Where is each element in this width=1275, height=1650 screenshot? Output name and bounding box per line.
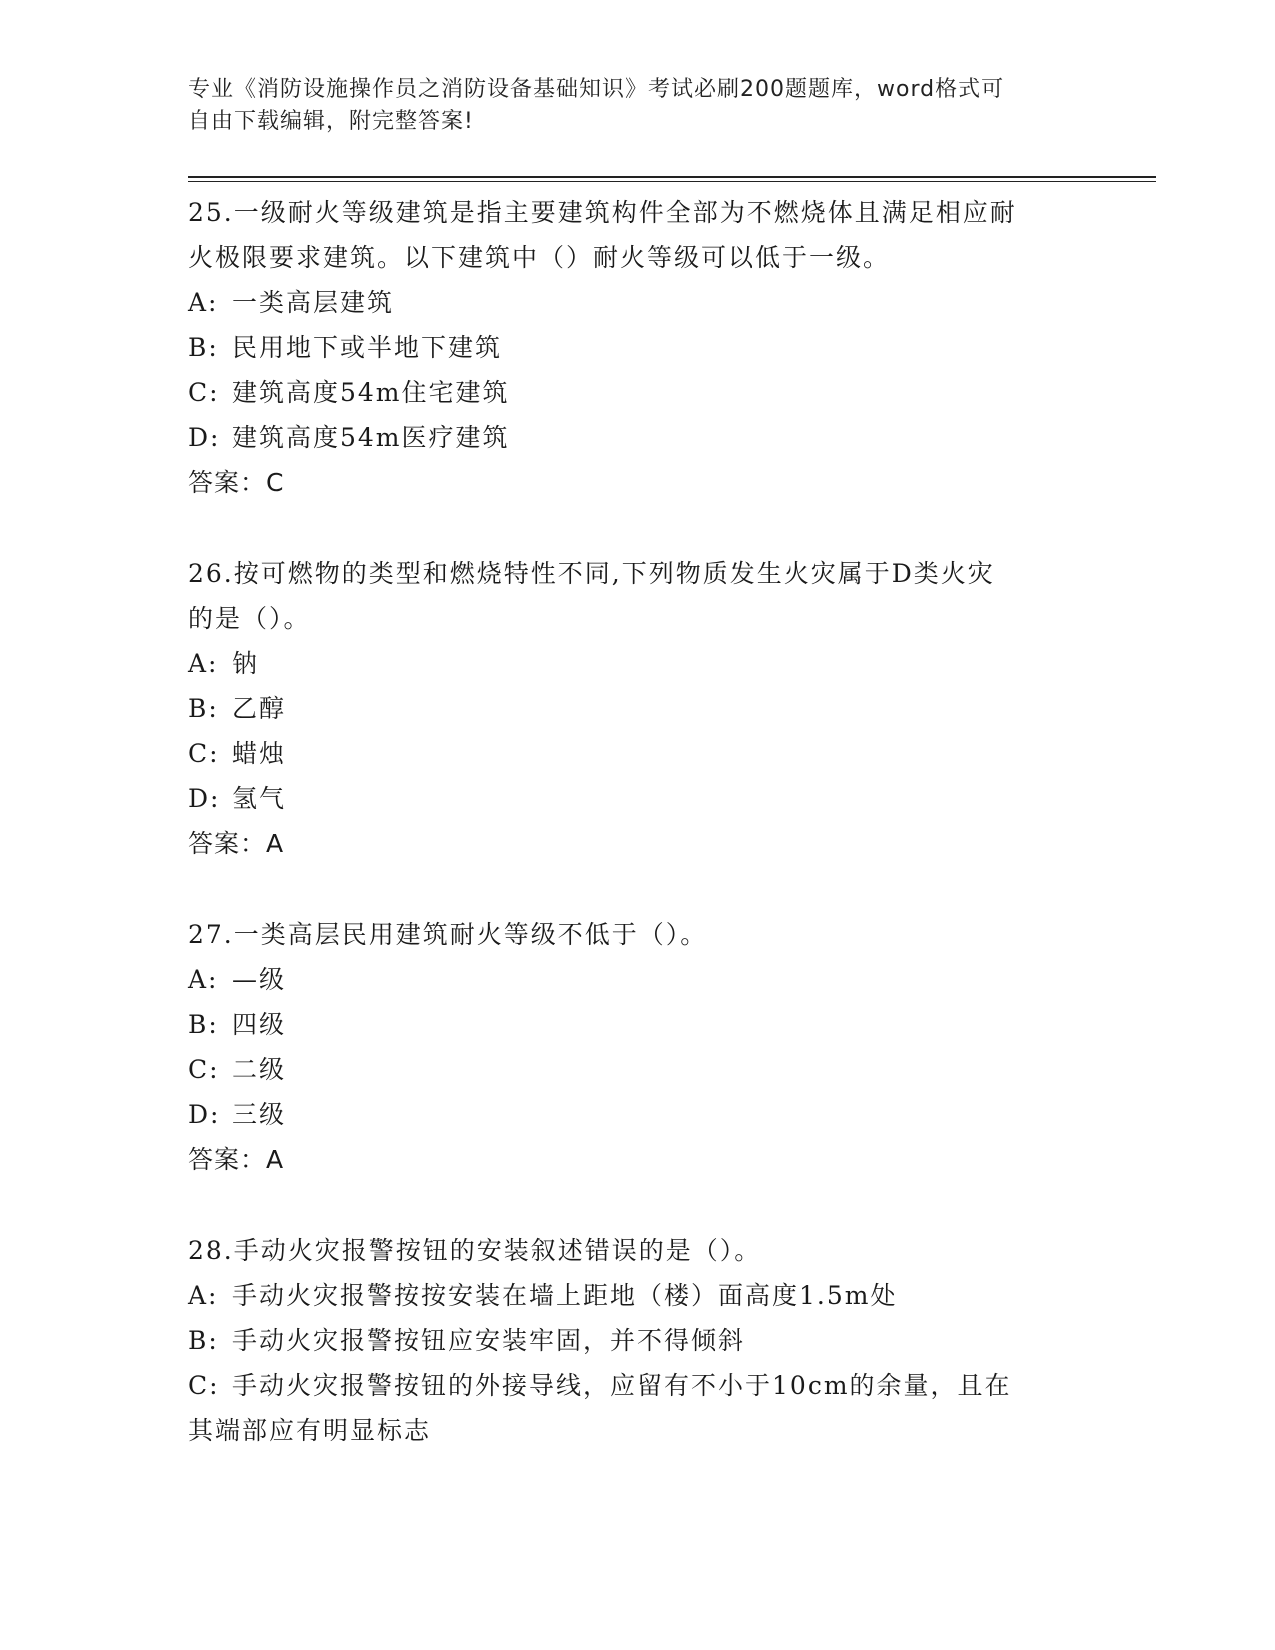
option-text: 氢气	[232, 784, 287, 813]
question-list	[188, 190, 1088, 1499]
question-26	[188, 551, 1088, 866]
question-stem-line: 26.按可燃物的类型和燃烧特性不同,下列物质发生火灾属于D类火灾	[188, 559, 995, 588]
option-c	[188, 731, 1088, 776]
answer-line: 答案：C	[188, 468, 285, 497]
option-key: C:	[188, 1055, 220, 1084]
option-text: 乙醇	[232, 694, 287, 723]
option-b	[188, 1002, 1088, 1047]
option-key: D:	[188, 784, 221, 813]
option-b	[188, 686, 1088, 731]
option-key: A:	[188, 649, 219, 678]
option-a	[188, 280, 1088, 325]
option-a	[188, 1273, 1088, 1318]
question-stem-line: 27.一类高层民用建筑耐火等级不低于（）。	[188, 920, 708, 949]
option-c	[188, 370, 1088, 415]
answer-line: 答案：A	[188, 829, 285, 858]
document-header	[188, 74, 1068, 138]
option-b	[188, 325, 1088, 370]
answer-line: 答案：A	[188, 1145, 285, 1174]
header-divider-thick	[188, 176, 1156, 178]
question-28	[188, 1228, 1088, 1453]
option-d	[188, 776, 1088, 821]
option-text: —级	[232, 965, 287, 994]
header-line-2: 自由下载编辑，附完整答案!	[188, 109, 474, 134]
option-text: 三级	[232, 1100, 287, 1129]
option-key: D:	[188, 1100, 221, 1129]
option-key: B:	[188, 1010, 219, 1039]
option-d	[188, 1092, 1088, 1137]
question-stem-line: 火极限要求建筑。以下建筑中（）耐火等级可以低于一级。	[188, 243, 891, 272]
option-text: 四级	[232, 1010, 287, 1039]
option-key: A:	[188, 1281, 219, 1310]
option-text: 手动火灾报警按钮应安装牢固，并不得倾斜	[232, 1326, 746, 1355]
option-text: 民用地下或半地下建筑	[232, 333, 503, 362]
option-text: 建筑高度54m住宅建筑	[232, 378, 510, 407]
option-text: 手动火灾报警按按安装在墙上距地（楼）面高度1.5m处	[232, 1281, 898, 1310]
option-a	[188, 957, 1088, 1002]
option-c	[188, 1047, 1088, 1092]
option-key: B:	[188, 1326, 219, 1355]
option-key: C:	[188, 378, 220, 407]
option-text: 蜡烛	[232, 739, 287, 768]
question-27	[188, 912, 1088, 1182]
option-key: B:	[188, 333, 219, 362]
option-text: 钠	[232, 649, 260, 678]
option-c	[188, 1363, 1088, 1408]
option-key: B:	[188, 694, 219, 723]
header-line-1: 专业《消防设施操作员之消防设备基础知识》考试必刷200题题库，word格式可	[188, 77, 1005, 102]
header-divider-thin	[188, 181, 1156, 182]
option-a	[188, 641, 1088, 686]
option-d	[188, 415, 1088, 460]
option-text: 手动火灾报警按钮的外接导线，应留有不小于10cm的余量，且在	[232, 1371, 1012, 1400]
option-key: C:	[188, 1371, 220, 1400]
option-b	[188, 1318, 1088, 1363]
question-25	[188, 190, 1088, 505]
option-text: 二级	[232, 1055, 287, 1084]
option-text: 建筑高度54m医疗建筑	[232, 423, 510, 452]
question-stem-line: 的是（）。	[188, 604, 311, 633]
option-key: C:	[188, 739, 220, 768]
option-key: D:	[188, 423, 221, 452]
option-continuation: 其端部应有明显标志	[188, 1416, 432, 1445]
question-stem-line: 25.一级耐火等级建筑是指主要建筑构件全部为不燃烧体且满足相应耐	[188, 198, 1017, 227]
question-stem-line: 28.手动火灾报警按钮的安装叙述错误的是（）。	[188, 1236, 762, 1265]
option-key: A:	[188, 288, 219, 317]
option-text: 一类高层建筑	[232, 288, 395, 317]
option-key: A:	[188, 965, 219, 994]
